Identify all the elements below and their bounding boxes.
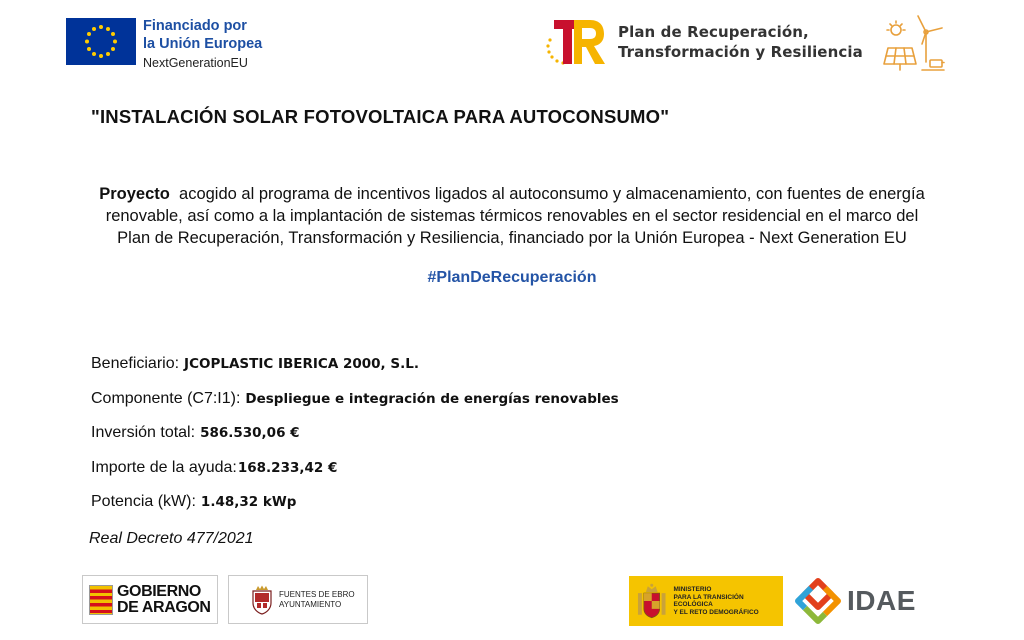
detail-aid-amount (91, 459, 619, 494)
fuentes-line1: FUENTES DE EBRO (279, 590, 355, 599)
detail-value: 1.48,32 kWp (200, 494, 297, 510)
coat-of-arms-icon (251, 585, 273, 615)
eu-logo-line3: NextGenerationEU (143, 56, 248, 70)
detail-total-investment (91, 424, 619, 459)
idae-mark-icon (795, 578, 841, 624)
project-details (91, 355, 619, 528)
ministerio-line1: MINISTERIO (673, 586, 712, 593)
recovery-plan-mark-icon (544, 16, 606, 68)
detail-value: 168.233,42 € (237, 459, 338, 476)
spain-coat-of-arms-icon (636, 581, 667, 621)
description-line3: Plan de Recuperación, Transformación y Resiliencia, financiado por la Unión Europea - Next Generation EU (117, 229, 907, 247)
aragon-line1: GOBIERNO (117, 583, 201, 600)
fuentes-de-ebro-logo (228, 575, 368, 624)
ministerio-line3: Y EL RETO DEMOGRÁFICO (673, 608, 759, 616)
recovery-plan-line2: Transformación y Resiliencia (618, 43, 863, 61)
description-lead: Proyecto (99, 185, 170, 203)
detail-beneficiary (91, 355, 619, 390)
detail-value: JCOPLASTIC IBERICA 2000, S.L. (184, 356, 419, 372)
royal-decree: Real Decreto 477/2021 (89, 530, 254, 547)
eu-flag-icon (66, 18, 136, 65)
project-description (60, 183, 964, 249)
idae-logo (795, 578, 916, 624)
solar-wind-icon (882, 12, 946, 74)
gobierno-aragon-logo (82, 575, 218, 624)
eu-logo-line2: la Unión Europea (143, 36, 263, 52)
aragon-flag-icon (89, 585, 113, 615)
detail-label: Componente (C7:I1): (91, 389, 241, 407)
detail-power (91, 493, 619, 528)
detail-label: Importe de la ayuda: (91, 458, 237, 476)
detail-value: Despliegue e integración de energías renovables (245, 390, 619, 407)
description-line1: acogido al programa de incentivos ligados al autoconsumo y almacenamiento, con fuentes de energía (169, 185, 925, 203)
eu-logo-line1: Financiado por (143, 18, 247, 34)
detail-label: Inversión total: (91, 424, 196, 441)
project-title: "INSTALACIÓN SOLAR FOTOVOLTAICA PARA AUTOCONSUMO" (91, 106, 670, 127)
aragon-line2: DE ARAGON (117, 599, 211, 616)
recovery-plan-logo (544, 16, 863, 68)
ministerio-logo (629, 576, 783, 626)
eu-funding-logo (66, 18, 262, 72)
detail-component (91, 390, 619, 425)
detail-label: Beneficiario: (91, 355, 180, 372)
recovery-plan-line1: Plan de Recuperación, (618, 23, 809, 41)
detail-value: 586.530,06 € (200, 425, 300, 441)
description-line2: renovable, así como a la implantación de sistemas térmicos renovables en el sector residencial en el marco del (105, 207, 919, 225)
idae-label: IDAE (847, 585, 916, 616)
hashtag-link: #PlanDeRecuperación (427, 269, 597, 286)
ministerio-line2: PARA LA TRANSICIÓN ECOLÓGICA (673, 593, 744, 608)
fuentes-line2: AYUNTAMIENTO (279, 600, 342, 609)
detail-label: Potencia (kW): (91, 493, 196, 510)
